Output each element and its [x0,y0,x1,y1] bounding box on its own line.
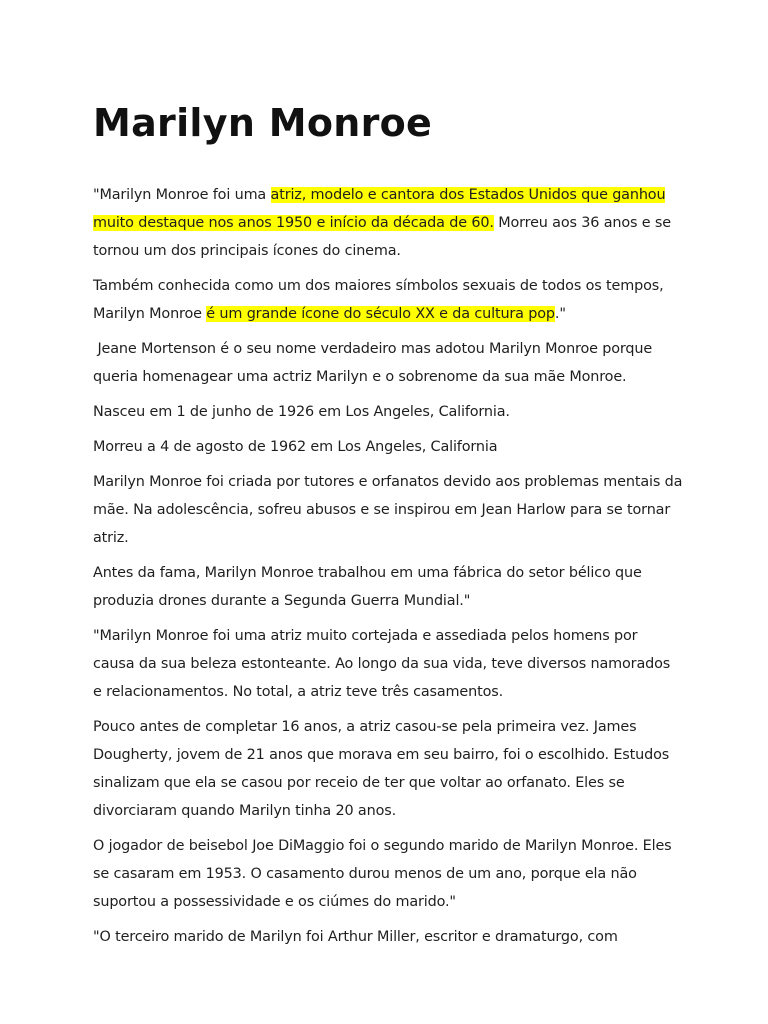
highlighted-text: atriz, modelo e cantora dos Estados Unidos que ganhou muito destaque nos anos 1950 e início da década de 60. [93,187,666,231]
paragraph-text: Também conhecida como um dos maiores símbolos sexuais de todos os tempos, Marilyn Monroe [93,278,664,322]
paragraph-text: ." [554,306,566,322]
paragraph-text: Morreu aos 36 anos e se tornou um dos principais ícones do cinema. [93,215,671,259]
paragraph-third-marriage: "O terceiro marido de Marilyn foi Arthur Miller, escritor e dramaturgo, com [93,929,618,945]
paragraph-icon [93,272,683,328]
paragraph-childhood: Marilyn Monroe foi criada por tutores e orfanatos devido aos problemas mentais da mãe. Na adolescência, sofreu abusos e se inspirou em Jean Harlow para se tornar atriz. [93,474,683,546]
paragraph-real-name: Jeane Mortenson é o seu nome verdadeiro mas adotou Marilyn Monroe porque queria homenagear uma actriz Marilyn e o sobrenome da sua mãe Monroe. [93,341,657,385]
paragraph-intro [93,181,683,265]
document-title: Marilyn Monroe [93,101,433,145]
document-page [93,95,683,958]
paragraph-birth: Nasceu em 1 de junho de 1926 em Los Angeles, California. [93,404,510,420]
paragraph-relationships: "Marilyn Monroe foi uma atriz muito cortejada e assediada pelos homens por causa da sua beleza estonteante. Ao longo da sua vida, teve diversos namorados e relacionamentos. No total, a atriz teve três casamentos. [93,628,671,700]
paragraph-death: Morreu a 4 de agosto de 1962 em Los Angeles, California [93,439,498,455]
highlighted-text: é um grande ícone do século XX e da cultura pop [206,306,555,322]
paragraph-first-marriage: Pouco antes de completar 16 anos, a atriz casou-se pela primeira vez. James Dougherty, jovem de 21 anos que morava em seu bairro, foi o escolhido. Estudos sinalizam que ela se casou por receio de ter que voltar ao orfanato. Eles se divorciaram quando Marilyn tinha 20 anos. [93,719,670,819]
paragraph-text: "Marilyn Monroe foi uma [93,187,271,203]
paragraph-before-fame: Antes da fama, Marilyn Monroe trabalhou em uma fábrica do setor bélico que produzia drones durante a Segunda Guerra Mundial." [93,565,642,609]
paragraph-second-marriage: O jogador de beisebol Joe DiMaggio foi o segundo marido de Marilyn Monroe. Eles se casaram em 1953. O casamento durou menos de um ano, porque ela não suportou a possessividade e os ciúmes do marido." [93,838,672,910]
